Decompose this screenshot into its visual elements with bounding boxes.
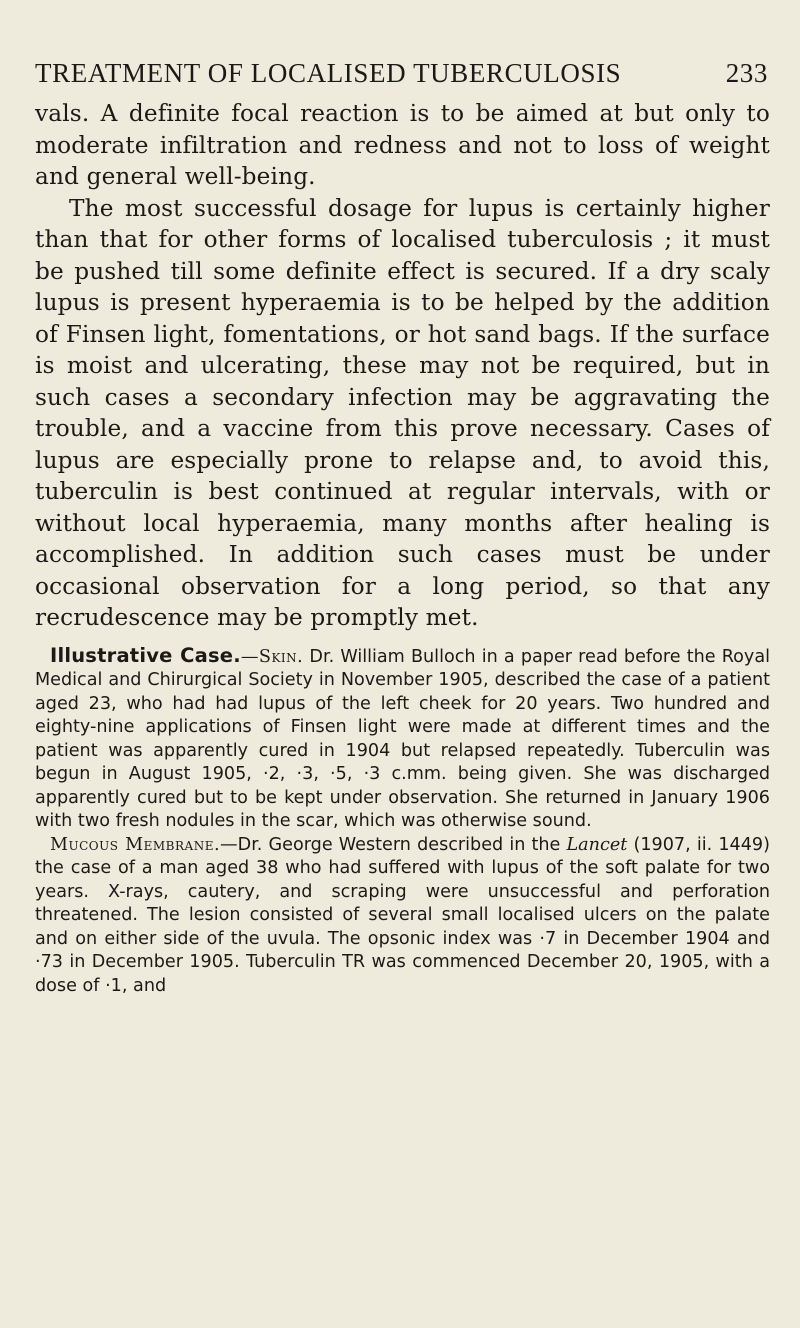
illustrative-case [35,644,770,999]
page-number: 233 [725,58,768,88]
case-mucous-journal: Lancet [566,834,628,855]
case-heading: Illustrative Case. [50,643,241,667]
case-mucous-text-after: (1907, ii. 1449) the case of a man aged 38 who had suffered with lupus of the soft palate for two years. X-rays, cautery, and scraping were unsuccessful and perforation threatened. The lesion consisted of several small localised ulcers on the palate and on either side of the uvula. The opsonic index was ·7 in December 1904 and ·73 in December 1905. Tuberculin TR was commenced December 20, 1905, with a dose of ·1, and [35,834,770,996]
case-mucous-label: Mucous Membrane. [50,834,221,855]
case-skin-text: Dr. William Bulloch in a paper read before the Royal Medical and Chirurgical Society in November 1905, described the case of a patient aged 23, who had had lupus of the left cheek for 20 years. Two hundred and eighty-nine applications of Finsen light were made at different times and the patient was apparently cured in 1904 but relapsed repeatedly. Tuberculin was begun in August 1905, ·2, ·3, ·5, ·3 c.mm. being given. She was discharged apparently cured but to be kept under observation. She returned in January 1906 with two fresh nodules in the scar, which was otherwise sound. [35,646,771,831]
paragraph-lupus-dosage: The most successful dosage for lupus is certainly higher than that for other forms of localised tuberculosis ; it must be pushed till some definite effect is secured. If a dry scaly lupus is present hyperaemia is to be helped by the addition of Finsen light, fomentations, or hot sand bags. If the surface is moist and ulcerating, these may not be required, but in such cases a secondary infection may be aggravating the trouble, and a vaccine from this prove necessary. Cases of lupus are especially prone to relapse and, to avoid this, tuberculin is best continued at regular intervals, with or without local hyperaemia, many months after healing is accomplished. In addition such cases must be under occasional observation for a long period, so that any recrudescence may be promptly met. [35,194,770,631]
main-text [35,98,770,634]
case-mucous-paragraph [35,834,770,999]
running-head [0,58,800,88]
running-head-title: TREATMENT OF LOCALISED TUBERCULOSIS [35,58,622,88]
page-body [35,98,770,998]
paragraph-continuation: vals. A definite focal reaction is to be aimed at but only to moderate infiltration and redness and not to loss of weight and general well-being. [35,100,770,190]
case-skin-label: —Skin. [240,646,304,667]
case-skin-paragraph [35,644,770,834]
case-mucous-text-before: —Dr. George Western described in the [220,834,567,855]
